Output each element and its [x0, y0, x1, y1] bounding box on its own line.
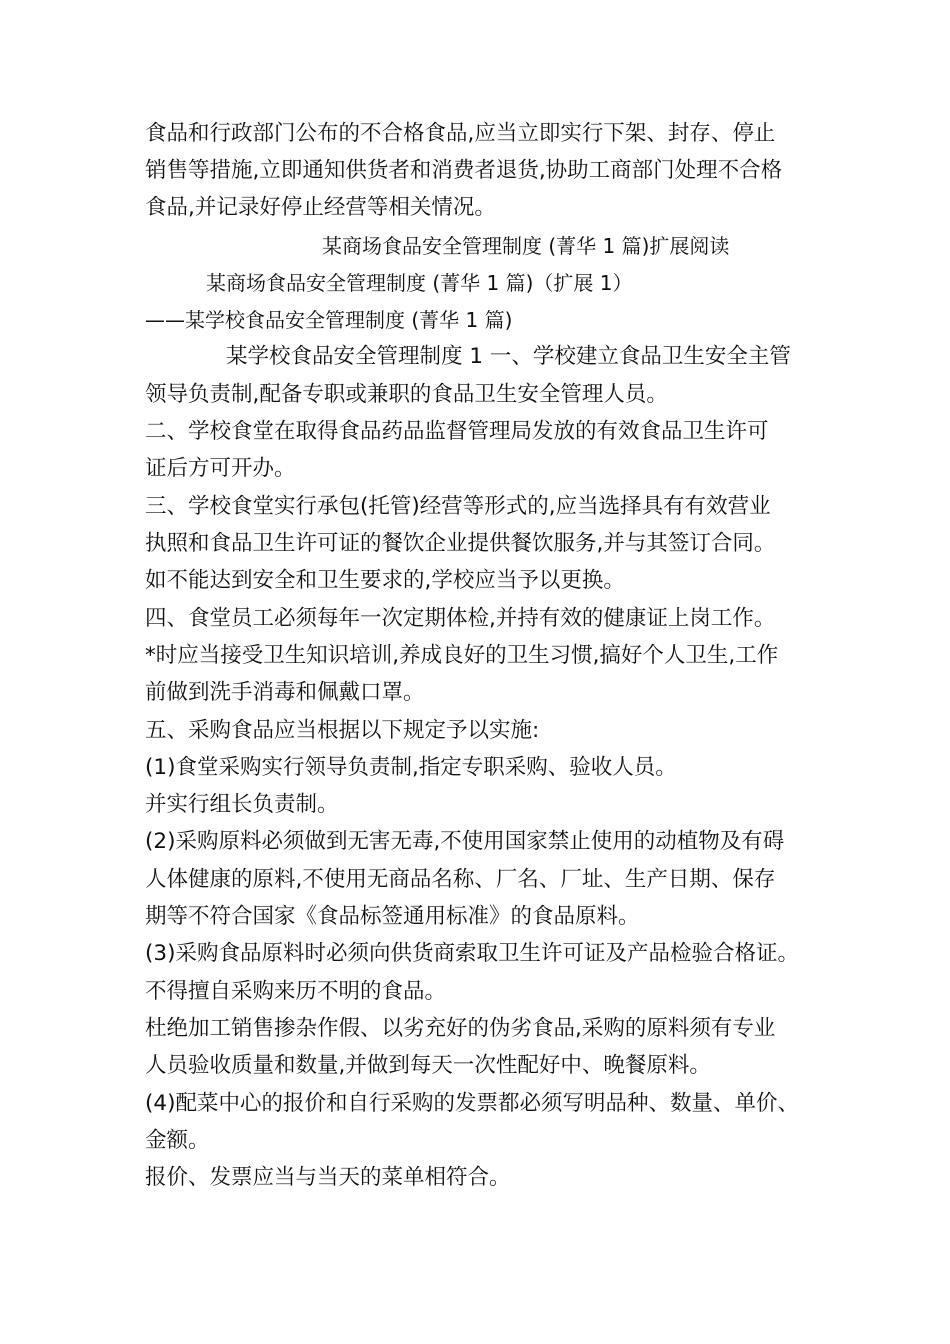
paragraph-line: 不得擅自采购来历不明的食品。 — [145, 979, 447, 1004]
paragraph-line: 四、食堂员工必须每年一次定期体检,并持有效的健康证上岗工作。 — [145, 606, 776, 631]
paragraph-line: 人员验收质量和数量,并做到每天一次性配好中、晚餐原料。 — [145, 1053, 711, 1078]
paragraph-line: (4)配菜中心的报价和自行采购的发票都必须写明品种、数量、单价、 — [145, 1091, 799, 1116]
paragraph-line: 证后方可开办。 — [145, 456, 296, 481]
paragraph-line: 食品,并记录好停止经营等相关情况。 — [145, 195, 496, 220]
paragraph-line: (1)食堂采购实行领导负责制,指定专职采购、验收人员。 — [145, 755, 677, 780]
paragraph-line: 食品和行政部门公布的不合格食品,应当立即实行下架、封存、停止 — [145, 121, 776, 146]
paragraph-line: 某学校食品安全管理制度 1 一、学校建立食品卫生安全主管 — [226, 344, 791, 369]
paragraph-line: 并实行组长负责制。 — [145, 792, 339, 817]
section-subheading: 某商场食品安全管理制度 (菁华 1 篇)（扩展 1） — [206, 271, 633, 295]
paragraph-line: 销售等措施,立即通知供货者和消费者退货,协助工商部门处理不合格 — [145, 158, 783, 183]
paragraph-line: 五、采购食品应当根据以下规定予以实施: — [145, 718, 540, 743]
paragraph-line: 领导负责制,配备专职或兼职的食品卫生安全管理人员。 — [145, 382, 668, 407]
paragraph-line: 前做到洗手消毒和佩戴口罩。 — [145, 680, 425, 705]
paragraph-line: 金额。 — [145, 1128, 210, 1153]
paragraph-line: 三、学校食堂实行承包(托管)经营等形式的,应当选择具有有效营业 — [145, 494, 771, 519]
paragraph-line: (2)采购原料必须做到无害无毒,不使用国家禁止使用的动植物及有碍 — [145, 829, 785, 854]
paragraph-line: 如不能达到安全和卫生要求的,学校应当予以更换。 — [145, 568, 625, 593]
section-heading: 某商场食品安全管理制度 (菁华 1 篇)扩展阅读 — [322, 234, 730, 258]
paragraph-line: 报价、发票应当与当天的菜单相符合。 — [145, 1165, 511, 1190]
paragraph-line: (3)采购食品原料时必须向供货商索取卫生许可证及产品检验合格证。 — [145, 941, 799, 966]
paragraph-line: 执照和食品卫生许可证的餐饮企业提供餐饮服务,并与其签订合同。 — [145, 531, 776, 556]
paragraph-line: 人体健康的原料,不使用无商品名称、厂名、厂址、生产日期、保存 — [145, 867, 776, 892]
paragraph-line: 二、学校食堂在取得食品药品监督管理局发放的有效食品卫生许可 — [145, 419, 769, 444]
section-subheading: ——某学校食品安全管理制度 (菁华 1 篇) — [145, 308, 513, 332]
paragraph-line: 期等不符合国家《食品标签通用标准》的食品原料。 — [145, 904, 640, 929]
paragraph-line: *时应当接受卫生知识培训,养成良好的卫生习惯,搞好个人卫生,工作 — [145, 643, 779, 668]
paragraph-line: 杜绝加工销售掺杂作假、以劣充好的伪劣食品,采购的原料须有专业 — [145, 1016, 776, 1041]
